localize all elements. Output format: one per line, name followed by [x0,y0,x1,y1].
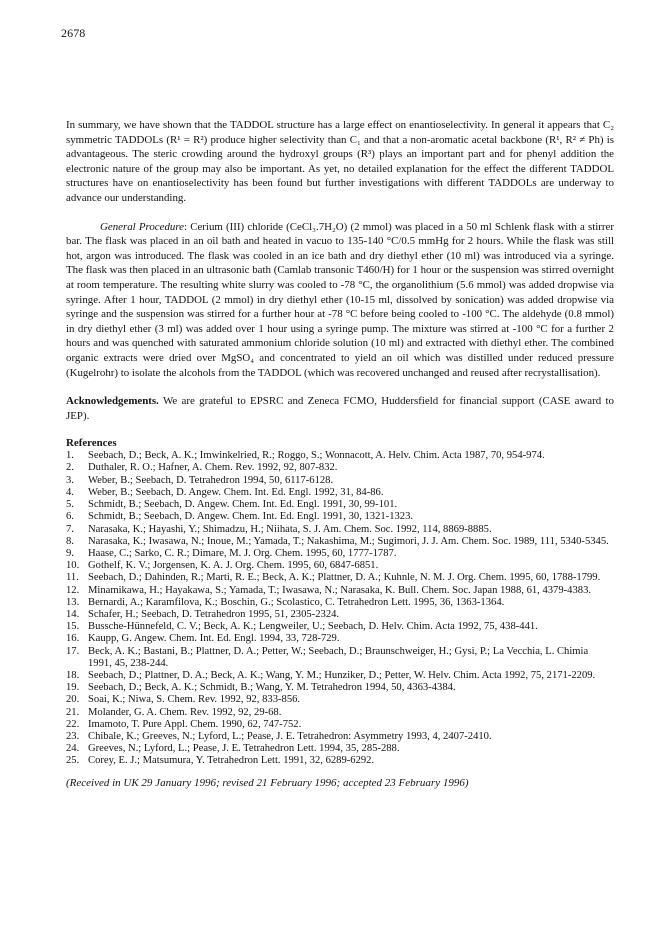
reference-item [66,548,614,560]
reference-item [66,450,614,462]
reference-text: Greeves, N.; Lyford, L.; Pease, J. E. Tetrahedron Lett. 1994, 35, 285-288. [88,743,400,755]
reference-text: Bussche-Hünnefeld, C. V.; Beck, A. K.; Lengweiler, U.; Seebach, D. Helv. Chim. Acta 1992, 75, 438-441. [88,621,538,633]
reference-item [66,670,614,682]
received-dates: (Received in UK 29 January 1996; revised 21 February 1996; accepted 23 February 1996) [66,776,469,789]
reference-item [66,694,614,706]
reference-item [66,511,614,523]
procedure-text: Cerium (III) chloride (CeCl₃.7H₂O) (2 mmol) was placed in a 50 ml Schlenk flask with a stirrer bar. The flask was placed in an oil bath and heated in vacuo to 135-140 °C/0.5 mmHg for 2 hours. While the flask was still hot, argon was introduced. The flask was cooled in an ice bath and dry diethyl ether (10 ml) was introduced via a syringe. The flask was then placed in an ultrasonic bath (Camlab transonic T460/H) for 1 hour or the suspension was stirred overnight at room temperature. The resulting white slurry was cooled to -78 °C, the organolithium (5.6 mmol) was added dropwise via syringe. After 1 hour, TADDOL (2 mmol) in dry diethyl ether (10-15 ml, dissolved by sonication) was added dropwise via syringe and the suspension was stirred for a further hour at -78 °C before being cooled to -100 °C. The aldehyde (0.8 mmol) in dry diethyl ether (3 ml) was added over 1 hour using a syringe pump. The mixture was stirred at -100 °C for a further 2 hours and was quenched with saturated ammonium chloride solution (10 ml) and extracted with diethyl ether. The combined organic extracts were dried over MgSO₄ and concentrated to yield an oil which was distilled under reduced pressure (Kugelrohr) to isolate the alcohols from the TADDOL (which was recovered unchanged and reused after recrystallisation). [66,220,614,379]
reference-text: Molander, G. A. Chem. Rev. 1992, 92, 29-68. [88,706,282,718]
reference-number: 21. [66,706,80,718]
reference-number: 19. [66,682,80,694]
reference-text: Beck, A. K.; Bastani, B.; Plattner, D. A.; Petter, W.; Seebach, D.; Braunschweiger, H.; Gysi, P.; La Vecchia, L. Chimia 1991, 45, 238-244. [88,645,589,669]
reference-number: 17. [66,645,80,657]
reference-text: Seebach, D.; Dahinden, R.; Marti, R. E.; Beck, A. K.; Plattner, D. A.; Kuhnle, N. M. J. Org. Chem. 1995, 60, 1788-1799. [88,572,601,584]
reference-item [66,524,614,536]
acknowledgements-text: We are grateful to EPSRC and Zeneca FCMO, Huddersfield for financial support (CASE award to JEP). [66,395,614,422]
reference-item [66,633,614,645]
acknowledgements-paragraph [66,394,614,423]
reference-item [66,731,614,743]
reference-item [66,743,614,755]
reference-number: 23. [66,730,80,742]
reference-text: Weber, B.; Seebach, D. Tetrahedron 1994, 50, 6117-6128. [88,474,334,486]
references-list [66,450,614,767]
reference-text: Gothelf, K. V.; Jorgensen, K. A. J. Org. Chem. 1995, 60, 6847-6851. [88,560,379,572]
reference-number: 4. [66,486,74,498]
reference-text: Chibale, K.; Greeves, N.; Lyford, L.; Pease, J. E. Tetrahedron: Asymmetry 1993, 4, 2407-2410. [88,730,492,742]
reference-text: Haase, C.; Sarko, C. R.; Dimare, M. J. Org. Chem. 1995, 60, 1777-1787. [88,547,397,559]
reference-number: 24. [66,743,80,755]
reference-number: 14. [66,608,80,620]
reference-item [66,719,614,731]
reference-number: 15. [66,621,80,633]
references-heading: References [66,437,117,450]
reference-text: Seebach, D.; Plattner, D. A.; Beck, A. K.; Wang, Y. M.; Hunziker, D.; Petter, W. Helv. Chim. Acta 1992, 75, 2171-2209. [88,669,596,681]
reference-text: Narasaka, K.; Hayashi, Y.; Shimadzu, H.; Niihata, S. J. Am. Chem. Soc. 1992, 114, 8869-8885. [88,523,492,535]
page-number: 2678 [61,26,86,40]
reference-text: Minamikawa, H.; Hayakawa, S.; Yamada, T.; Iwasawa, N.; Narasaka, K. Bull. Chem. Soc. Japan 1988, 61, 4379-4383. [88,584,592,596]
reference-number: 8. [66,535,74,547]
reference-item [66,609,614,621]
reference-number: 18. [66,669,80,681]
reference-number: 13. [66,596,80,608]
reference-number: 10. [66,560,80,572]
reference-item [66,462,614,474]
reference-item [66,621,614,633]
reference-text: Imamoto, T. Pure Appl. Chem. 1990, 62, 747-752. [88,718,302,730]
reference-item [66,707,614,719]
reference-item [66,755,614,767]
reference-number: 3. [66,474,74,486]
reference-text: Schmidt, B.; Seebach, D. Angew. Chem. Int. Ed. Engl. 1991, 30, 99-101. [88,499,398,511]
reference-number: 20. [66,694,80,706]
reference-item [66,597,614,609]
reference-number: 5. [66,499,74,511]
reference-number: 12. [66,584,80,596]
reference-number: 9. [66,547,74,559]
reference-number: 22. [66,718,80,730]
acknowledgements-heading: Acknowledgements. [66,395,159,408]
reference-number: 11. [66,572,79,584]
reference-text: Weber, B.; Seebach, D. Angew. Chem. Int. Ed. Engl. 1992, 31, 84-86. [88,486,384,498]
reference-text: Schafer, H.; Seebach, D. Tetrahedron 1995, 51, 2305-2324. [88,608,340,620]
reference-text: Corey, E. J.; Matsumura, Y. Tetrahedron Lett. 1991, 32, 6289-6292. [88,755,375,767]
reference-text: Duthaler, R. O.; Hafner, A. Chem. Rev. 1992, 92, 807-832. [88,462,338,474]
reference-text: Kaupp, G. Angew. Chem. Int. Ed. Engl. 1994, 33, 728-729. [88,633,340,645]
general-procedure-paragraph: General Procedure: Cerium (III) chloride (CeCl₃.7H₂O) (2 mmol) was placed in a 50 ml Schlenk flask with a stirrer bar. The flask was placed in an oil bath and heated in vacuo to 135-140 °C/0.5 mmHg for 2 hours. While the flask was still hot, argon was introduced. The flask was cooled in an ice bath and dry diethyl ether (10 ml) was introduced via a syringe. The flask was then placed in an ultrasonic bath (Camlab transonic T460/H) for 1 hour or the suspension was stirred overnight at room temperature. The resulting white slurry was cooled to -78 °C, the organolithium (5.6 mmol) was added dropwise via syringe. After 1 hour, TADDOL (2 mmol) in dry diethyl ether (10-15 ml, dissolved by sonication) was added dropwise via syringe and the suspension was stirred for a further hour at -78 °C before being cooled to -100 °C. The aldehyde (0.8 mmol) in dry diethyl ether (3 ml) was added over 1 hour using a syringe pump. The mixture was stirred at -100 °C for a further 2 hours and was quenched with saturated ammonium chloride solution (10 ml) and extracted with diethyl ether. The combined organic extracts were dried over MgSO₄ and concentrated to yield an oil which was distilled under reduced pressure (Kugelrohr) to isolate the alcohols from the TADDOL (which was recovered unchanged and reused after recrystallisation). [66,220,614,379]
summary-paragraph: In summary, we have shown that the TADDOL structure has a large effect on enantioselectivity. In general it appears that C₂ symmetric TADDOLs (R¹ = R²) produce higher selectivity than C₁ and that a non-aromatic acetal backbone (R¹, R² ≠ Ph) is advantageous. The steric crowding around the hydroxyl groups (R³) plays an important part and for phenyl addition the electronic nature of the group may also be important. As yet, no detailed explanation for the effect the different TADDOL structures have on enantioselectivity has been found but further investigations with different TADDOLs are underway to advance our understanding. [66,119,614,204]
procedure-heading: General Procedure [100,220,185,233]
reference-item [66,646,614,670]
reference-text: Bernardi, A.; Karamfilova, K.; Boschin, G.; Scolastico, C. Tetrahedron Lett. 1995, 36, 1363-1364. [88,596,505,608]
reference-item [66,585,614,597]
reference-number: 25. [66,755,80,767]
reference-text: Narasaka, K.; Iwasawa, N.; Inoue, M.; Yamada, T.; Nakashima, M.; Sugimori, J. J. Am. Chem. Soc. 1989, 111, 5340-5345. [88,535,609,547]
reference-item [66,682,614,694]
reference-item [66,475,614,487]
page-content [66,118,614,790]
reference-number: 2. [66,462,74,474]
reference-item [66,572,614,584]
reference-item [66,536,614,548]
reference-number: 16. [66,633,80,645]
reference-number: 7. [66,523,74,535]
reference-text: Schmidt, B.; Seebach, D. Angew. Chem. Int. Ed. Engl. 1991, 30, 1321-1323. [88,511,414,523]
reference-number: 6. [66,511,74,523]
reference-number: 1. [66,450,74,462]
reference-text: Soai, K.; Niwa, S. Chem. Rev. 1992, 92, 833-856. [88,694,301,706]
reference-item [66,560,614,572]
reference-text: Seebach, D.; Beck, A. K.; Schmidt, B.; Wang, Y. M. Tetrahedron 1994, 50, 4363-4384. [88,682,456,694]
reference-item [66,499,614,511]
reference-text: Seebach, D.; Beck, A. K.; Imwinkelried, R.; Roggo, S.; Wonnacott, A. Helv. Chim. Acta 1987, 70, 954-974. [88,450,545,462]
reference-item [66,487,614,499]
